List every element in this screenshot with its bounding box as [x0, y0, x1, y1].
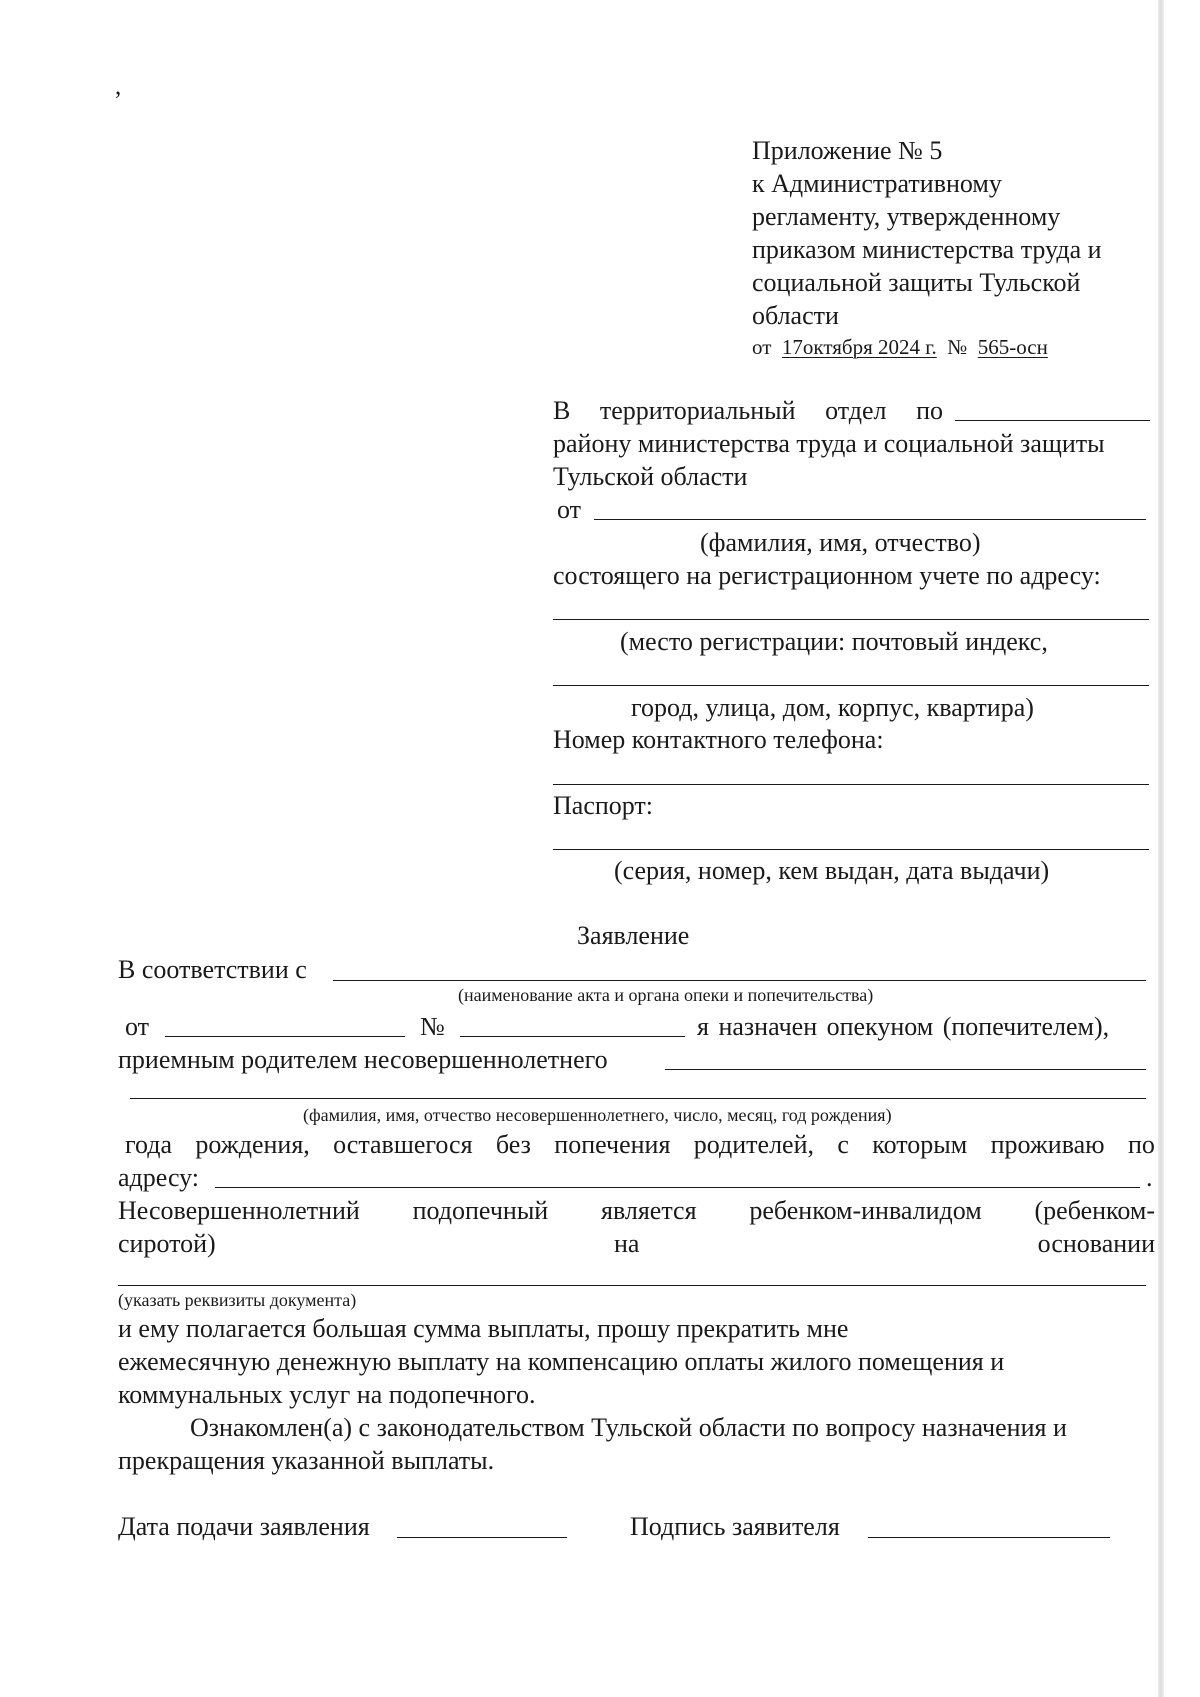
signature-label: Подпись заявителя: [630, 1512, 840, 1541]
act-name-field[interactable]: [333, 980, 1146, 981]
word: территориальный: [599, 396, 796, 425]
order-date-value: 17октября 2024 г.: [781, 335, 937, 359]
document-details-field[interactable]: [118, 1285, 1146, 1286]
p13-text: Ознакомлен(а) с законодательством Тульской области по вопросу назначения и: [190, 1413, 1067, 1442]
district-field[interactable]: [955, 420, 1150, 421]
header-line-3: регламенту, утвержденному: [752, 202, 1061, 231]
p2-text: я назначен опекуном (попечителем),: [697, 1012, 1110, 1041]
p8-line: [118, 1229, 1155, 1259]
word: на: [613, 1229, 640, 1258]
p1-hint: (наименование акта и органа опеки и попечительства): [458, 985, 874, 1005]
word: по: [1127, 1130, 1155, 1159]
recipient-line-2: району министерства труда и социальной защиты: [553, 429, 1105, 458]
order-date-prefix: от: [752, 335, 772, 359]
word: сиротой): [118, 1229, 216, 1258]
p5-line: [125, 1130, 1155, 1160]
submission-date-label: Дата подачи заявления: [118, 1512, 370, 1541]
word: подопечный: [412, 1196, 549, 1225]
p2-from: от: [125, 1012, 150, 1041]
from-label: от: [557, 495, 582, 524]
address-field-2[interactable]: [553, 685, 1149, 686]
passport-hint: (серия, номер, кем выдан, дата выдачи): [614, 856, 1050, 885]
word: рождения,: [195, 1130, 310, 1159]
residence-address-field[interactable]: [215, 1187, 1140, 1188]
word: ребенком-инвалидом: [749, 1196, 982, 1225]
passport-label: Паспорт:: [553, 791, 654, 820]
p14-text: прекращения указанной выплаты.: [118, 1446, 495, 1475]
passport-field[interactable]: [553, 849, 1149, 850]
word: является: [600, 1196, 697, 1225]
phone-label: Номер контактного телефона:: [553, 725, 884, 754]
word: которым: [872, 1130, 968, 1159]
word: основании: [1037, 1229, 1155, 1258]
order-number-value: 565-осн: [977, 335, 1048, 359]
order-number-sign: №: [947, 335, 968, 359]
minor-field-2[interactable]: [130, 1098, 1146, 1099]
p11-text: ежемесячную денежную выплату на компенсацию оплаты жилого помещения и: [118, 1347, 1005, 1376]
word: по: [916, 396, 943, 425]
header-line-2: к Административному: [752, 169, 1002, 198]
word: с: [837, 1130, 849, 1159]
fio-hint: (фамилия, имя, отчество): [700, 528, 981, 557]
address-hint-1: (место регистрации: почтовый индекс,: [620, 627, 1048, 656]
p3-text: приемным родителем несовершеннолетнего: [118, 1045, 608, 1074]
word: попечения: [554, 1130, 671, 1159]
signature-field[interactable]: [868, 1537, 1110, 1538]
word: без: [495, 1130, 531, 1159]
recipient-line-3: Тульской области: [553, 462, 748, 491]
p12-text: коммунальных услуг на подопечного.: [118, 1380, 536, 1409]
header-line-5: социальной защиты Тульской: [752, 268, 1081, 297]
p2-number-sign: №: [420, 1012, 445, 1041]
header-line-4: приказом министерства труда и: [752, 235, 1102, 264]
act-date-field[interactable]: [165, 1036, 405, 1037]
recipient-line-1: [553, 396, 943, 426]
p6-label: адресу:: [118, 1163, 200, 1192]
scan-edge-shadow: [1158, 0, 1164, 1697]
header-line-1: Приложение № 5: [752, 136, 943, 165]
address-label: состоящего на регистрационном учете по адресу:: [553, 561, 1101, 590]
phone-field[interactable]: [553, 784, 1149, 785]
p10-text: и ему полагается большая сумма выплаты, прошу прекратить мне: [118, 1314, 849, 1343]
address-hint-2: город, улица, дом, корпус, квартира): [631, 693, 1034, 722]
order-date-row: [752, 334, 1048, 360]
act-number-field[interactable]: [460, 1036, 685, 1037]
word: проживаю: [990, 1130, 1105, 1159]
p9-hint: (указать реквизиты документа): [118, 1290, 357, 1310]
minor-field-1[interactable]: [665, 1069, 1146, 1070]
word: (ребенком-: [1034, 1196, 1155, 1225]
header-line-6: области: [752, 301, 839, 330]
statement-title: Заявление: [577, 921, 690, 950]
stray-mark: ,: [115, 73, 122, 100]
p1-label: В соответствии с: [118, 955, 307, 984]
word: Несовершеннолетний: [118, 1196, 360, 1225]
submission-date-field[interactable]: [397, 1537, 567, 1538]
address-field-1[interactable]: [553, 619, 1149, 620]
applicant-fio-field[interactable]: [594, 519, 1146, 520]
p7-line: [118, 1196, 1155, 1226]
word: оставшегося: [333, 1130, 473, 1159]
word: родителей,: [693, 1130, 815, 1159]
p6-end: .: [1146, 1163, 1153, 1192]
word: отдел: [825, 396, 887, 425]
word: В: [553, 396, 571, 425]
word: года: [125, 1130, 173, 1159]
p4-hint: (фамилия, имя, отчество несовершеннолетнего, число, месяц, год рождения): [303, 1105, 892, 1125]
